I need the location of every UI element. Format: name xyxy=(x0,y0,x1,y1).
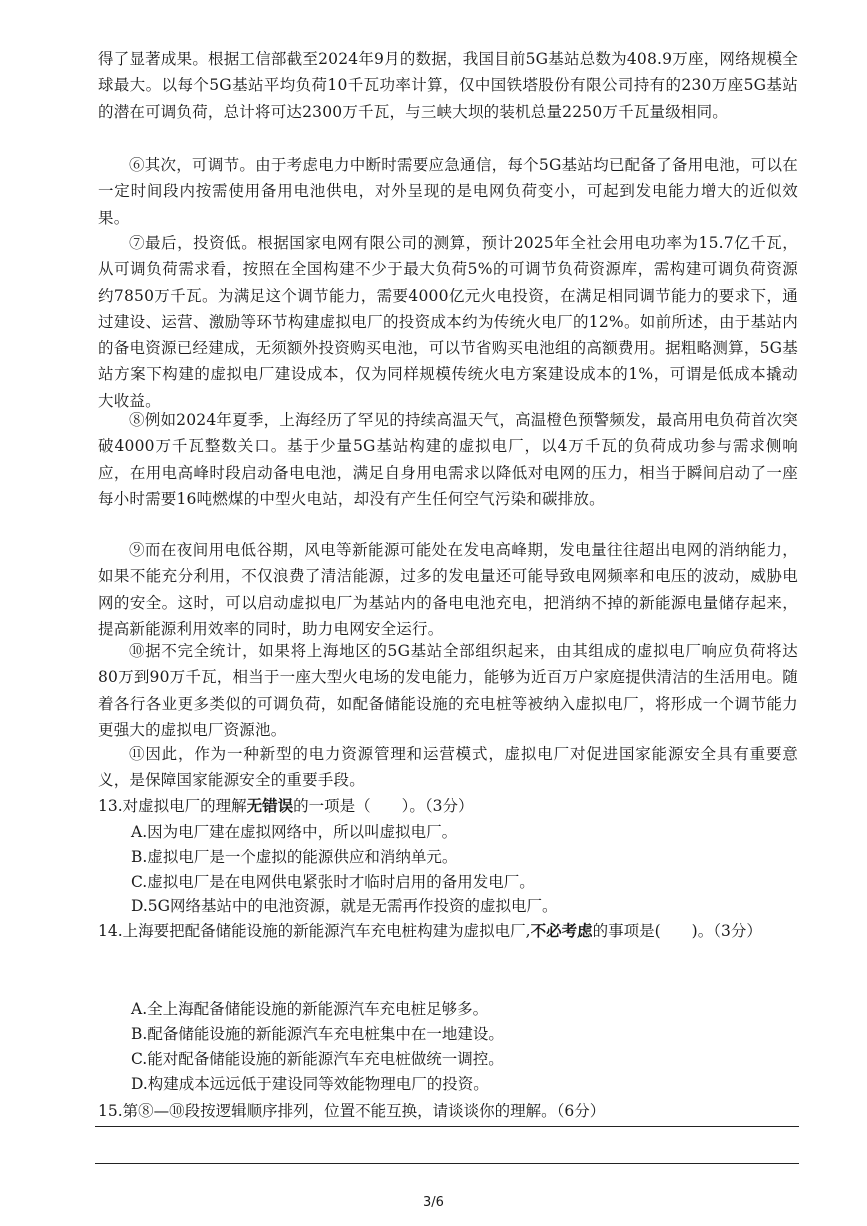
q14-option-d[interactable]: D.构建成本远远低于建设同等效能物理电厂的投资。 xyxy=(131,1075,489,1093)
q14-option-a[interactable]: A.全上海配备储能设施的新能源汽车充电桩足够多。 xyxy=(131,1000,489,1018)
paragraph-8: ⑧例如2024年夏季，上海经历了罕见的持续高温天气，高温橙色预警频发，最高用电负荷首次突破4000万千瓦整数关口。基于少量5G基站构建的虚拟电厂，以4万千瓦的负荷成功参与需求侧响应，在用电高峰时段启动备电电池，满足自身用电需求以降低对电网的压力，相当于瞬间启动了一座每小时需要16吨燃煤的中型火电站，却没有产生任何空气污染和碳排放。 xyxy=(98,411,798,508)
q13-option-b[interactable]: B.虚拟电厂是一个虚拟的能源供应和消纳单元。 xyxy=(131,848,458,866)
question-15: 15.第⑧—⑩段按逻辑顺序排列，位置不能互换，请谈谈你的理解。（6分） xyxy=(98,1102,606,1120)
emphasis-no-error: 无错误 xyxy=(246,796,294,815)
q13-option-c[interactable]: C.虚拟电厂是在电网供电紧张时才临时启用的备用发电厂。 xyxy=(131,873,535,891)
paragraph-9: ⑨而在夜间用电低谷期，风电等新能源可能处在发电高峰期，发电量往往超出电网的消纳能力，如果不能充分利用，不仅浪费了清洁能源，过多的发电量还可能导致电网频率和电压的波动，威胁电网的安全。这时，可以启动虚拟电厂为基站内的备电电池充电，把消纳不掉的新能源电量储存起来，提高新能源利用效率的同时，助力电网安全运行。 xyxy=(98,541,798,638)
page-number: 3/6 xyxy=(423,1195,444,1210)
paragraph-11: ⑪因此，作为一种新型的电力资源管理和运营模式，虚拟电厂对促进国家能源安全具有重要意义，是保障国家能源安全的重要手段。 xyxy=(98,745,798,790)
q14-option-b[interactable]: B.配备储能设施的新能源汽车充电桩集中在一地建设。 xyxy=(131,1025,504,1043)
answer-line-1[interactable] xyxy=(95,1126,799,1127)
q14-option-c[interactable]: C.能对配备储能设施的新能源汽车充电桩做统一调控。 xyxy=(131,1050,504,1068)
paragraph-6: ⑥其次，可调节。由于考虑电力中断时需要应急通信，每个5G基站均已配备了备用电池，可以在一定时间段内按需使用备用电池供电，对外呈现的是电网负荷变小，可起到发电能力增大的近似效果。 xyxy=(98,156,798,227)
question-13: 13.对虚拟电厂的理解无错误的一项是（ ）。（3分） xyxy=(98,796,474,815)
q13-option-d[interactable]: D.5G网络基站中的电池资源，就是无需再作投资的虚拟电厂。 xyxy=(131,897,558,915)
q13-option-a[interactable]: A.因为电厂建在虚拟网络中，所以叫虚拟电厂。 xyxy=(131,823,458,841)
paragraph-5-continued: 得了显著成果。根据工信部截至2024年9月的数据，我国目前5G基站总数为408.9万座，网络规模全球最大。以每个5G基站平均负荷10千瓦功率计算，仅中国铁塔股份有限公司持有的230万座5G基站的潜在可调负荷，总计将可达2300万千瓦，与三峡大坝的装机总量2250万千瓦量级相同。 xyxy=(98,50,798,121)
paragraph-7: ⑦最后，投资低。根据国家电网有限公司的测算，预计2025年全社会用电功率为15.7亿千瓦，从可调负荷需求看，按照在全国构建不少于最大负荷5%的可调节负荷资源库，需构建可调负荷资源约7850万千瓦。为满足这个调节能力，需要4000亿元火电投资，在满足相同调节能力的要求下，通过建设、运营、激励等环节构建虚拟电厂的投资成本约为传统火电厂的12%。如前所述，由于基站内的备电资源已经建成，无须额外投资购买电池，可以节省购买电池组的高额费用。据粗略测算，5G基站方案下构建的虚拟电厂建设成本，仅为同样规模传统火电方案建设成本的1%，可谓是低成本撬动大收益。 xyxy=(98,234,798,410)
answer-line-2[interactable] xyxy=(95,1163,799,1164)
question-14: 14.上海要把配备储能设施的新能源汽车充电桩构建为虚拟电厂,不必考虑的事项是( )。（3分） xyxy=(98,921,762,940)
paragraph-10: ⑩据不完全统计，如果将上海地区的5G基站全部组织起来，由其组成的虚拟电厂响应负荷将达80万到90万千瓦，相当于一座大型火电场的发电能力，能够为近百万户家庭提供清洁的生活用电。随着各行各业更多类似的可调负荷，如配备储能设施的充电桩等被纳入虚拟电厂，将形成一个调节能力更强大的虚拟电厂资源池。 xyxy=(98,642,798,739)
emphasis-not-needed: 不必考虑 xyxy=(530,921,593,940)
